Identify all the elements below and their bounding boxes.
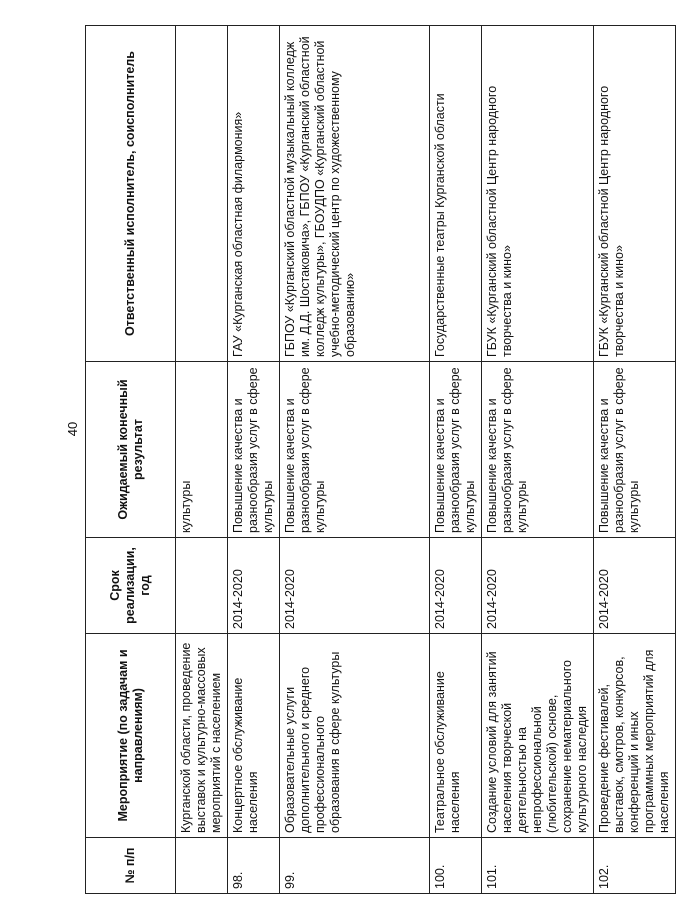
cell-num: 98. [228, 838, 280, 894]
cell-term: 2014-2020 [228, 538, 280, 634]
page-number: 40 [65, 421, 80, 437]
table-header-row [86, 26, 176, 894]
cell-num: 102. [594, 838, 676, 894]
cell-num: 101. [482, 838, 594, 894]
cell-executor [176, 26, 228, 362]
cell-executor: ГБУК «Курганский областной Центр народного творчества и кино» [594, 26, 676, 362]
cell-term: 2014-2020 [482, 538, 594, 634]
cell-result: культуры [176, 362, 228, 538]
cell-event: Создание условий для занятий населения творческой деятельностью на непрофессиональной (любительской) основе, сохранение нематериального культурного наследия [482, 634, 594, 838]
cell-event: Проведение фестивалей, выставок, смотров, конкурсов, конференций и иных программных мероприятий для населения [594, 634, 676, 838]
cell-executor: ГАУ «Курганская областная филармония» [228, 26, 280, 362]
cell-term [176, 538, 228, 634]
programme-table [85, 25, 676, 894]
cell-executor: ГБУК «Курганский областной Центр народного творчества и кино» [482, 26, 594, 362]
cell-term: 2014-2020 [430, 538, 482, 634]
header-num: № п/п [86, 838, 176, 894]
cell-term: 2014-2020 [594, 538, 676, 634]
cell-result: Повышение качества и разнообразия услуг в сфере культуры [482, 362, 594, 538]
cell-result: Повышение качества и разнообразия услуг в сфере культуры [280, 362, 430, 538]
cell-result: Повышение качества и разнообразия услуг в сфере культуры [594, 362, 676, 538]
header-term: Срок реализации, год [86, 538, 176, 634]
header-executor: Ответственный исполнитель, соисполнитель [86, 26, 176, 362]
table-row [228, 26, 280, 894]
cell-executor: Государственные театры Курганской области [430, 26, 482, 362]
header-event: Мероприятие (по задачам и направлениям) [86, 634, 176, 838]
table-row [430, 26, 482, 894]
table-row [280, 26, 430, 894]
cell-result: Повышение качества и разнообразия услуг в сфере культуры [228, 362, 280, 538]
cell-term: 2014-2020 [280, 538, 430, 634]
header-result: Ожидаемый конечный результат [86, 362, 176, 538]
cell-executor: ГБПОУ «Курганский областной музыкальный колледж им. Д.Д. Шостаковича», ГБПОУ «Курганский областной колледж культуры», ГБОУДПО «Курганский областной учебно-методический центр по художественному образованию» [280, 26, 430, 362]
cell-num: 99. [280, 838, 430, 894]
cell-event: Образовательные услуги дополнительного и среднего профессионального образования в сфере культуры [280, 634, 430, 838]
cell-num [176, 838, 228, 894]
table-row [482, 26, 594, 894]
cell-event: Театральное обслуживание населения [430, 634, 482, 838]
table-row [594, 26, 676, 894]
cell-num: 100. [430, 838, 482, 894]
cell-event: Концертное обслуживание населения [228, 634, 280, 838]
cell-result: Повышение качества и разнообразия услуг в сфере культуры [430, 362, 482, 538]
cell-event: Курганской области, проведение выставок и культурно-массовых мероприятий с населением [176, 634, 228, 838]
table-row-continuation [176, 26, 228, 894]
